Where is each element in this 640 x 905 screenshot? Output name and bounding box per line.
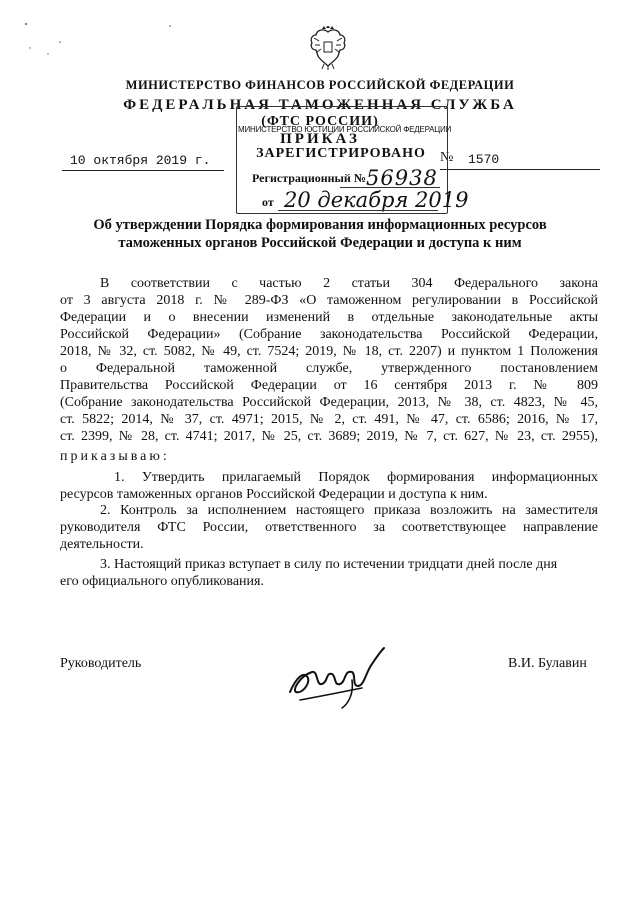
russian-coat-of-arms-icon [308, 26, 348, 70]
service-abbreviation: (ФТС РОССИИ) [261, 114, 379, 129]
signatory-name: В.И. Булавин [508, 656, 587, 671]
text-line: ст. 5822; 2014, № 37, ст. 4971; 2015, № 2, ст. 491, № 47, ст. 6586; 2016, № 17, [60, 412, 598, 427]
text-line: руководителя ФТС России, ответственного за соответствующее направление [60, 520, 598, 535]
stamp-registration-label: Регистрационный № [252, 171, 366, 185]
text-line: В соответствии с частью 2 статьи 304 Федерального закона [100, 276, 598, 291]
signatory-position: Руководитель [60, 656, 142, 671]
order-date: 10 октября 2019 г. [70, 153, 211, 168]
order-number-label: № [440, 150, 454, 165]
stamp-ministry: МИНИСТЕРСТВО ЮСТИЦИИ РОССИЙСКОЙ ФЕДЕРАЦИИ [238, 125, 452, 134]
text-line: Правительства Российской Федерации от 16 сентября 2013 г. № 809 [60, 378, 598, 393]
text-line: от 3 августа 2018 г. № 289-ФЗ «О таможенном регулировании в Российской [60, 293, 598, 308]
heading-line: Об утверждении Порядка формирования информационных ресурсов [93, 217, 547, 233]
date-underline [62, 170, 224, 171]
clause-1 [60, 469, 598, 503]
text-line: 3. Настоящий приказ вступает в силу по истечении тридцати дней после дня [100, 557, 558, 572]
service-name: ФЕДЕРАЛЬНАЯ ТАМОЖЕННАЯ СЛУЖБА [123, 97, 517, 113]
stamp-date-prefix: от [262, 195, 274, 209]
text-line: о Федеральной таможенной службе, утвержденного постановлением [60, 361, 598, 376]
stamp-status: ЗАРЕГИСТРИРОВАНО [256, 146, 426, 161]
stamp-registration-number: 56938 [366, 166, 438, 190]
text-line: (Собрание законодательства Российской Федерации, 2013, № 38, ст. 4823, № 45, [60, 395, 598, 410]
stamp-registration-date: 20 декабря 2019 [284, 188, 469, 212]
preamble-paragraph [60, 275, 598, 445]
scan-marks [20, 20, 180, 60]
handwritten-signature [282, 642, 392, 710]
text-line: 1. Утвердить прилагаемый Порядок формирования информационных [114, 470, 598, 485]
order-directive: приказываю: [60, 449, 170, 464]
text-line: 2018, № 32, ст. 5082, № 49, ст. 7524; 2019, № 18, ст. 2207) и пунктом 1 Положения [60, 344, 598, 359]
text-line: Федерации и о внесении изменений в отдельные законодательные акты [60, 310, 598, 325]
text-line: Российской Федерации» (Собрание законодательства Российской Федерации, [60, 327, 598, 342]
text-line: 2. Контроль за исполнением настоящего приказа возложить на заместителя [100, 503, 598, 518]
number-underline [440, 169, 600, 170]
text-line: его официального опубликования. [60, 574, 264, 589]
document-type: ПРИКАЗ [280, 131, 360, 147]
heading-line: таможенных органов Российской Федерации и доступа к ним [118, 235, 522, 251]
stamp-date-underline [278, 210, 438, 211]
text-line: деятельности. [60, 537, 144, 552]
document-heading [60, 216, 580, 252]
text-line: ресурсов таможенных органов Российской Федерации и доступа к ним. [60, 487, 488, 502]
order-number: 1570 [468, 152, 500, 167]
clause-3 [60, 556, 598, 590]
ministry-name: МИНИСТЕРСТВО ФИНАНСОВ РОССИЙСКОЙ ФЕДЕРАЦИИ [125, 78, 515, 92]
clause-2 [60, 502, 598, 553]
text-line: ст. 2399, № 28, ст. 4741; 2017, № 25, ст. 3689; 2019, № 7, ст. 627, № 23, ст. 2955), [60, 429, 598, 444]
